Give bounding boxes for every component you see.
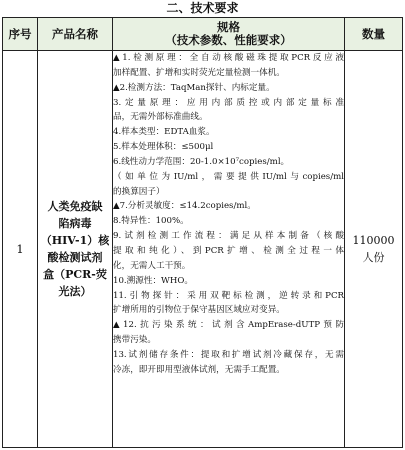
- product-name-line: 盒（PCR-荧: [43, 268, 107, 281]
- spec-line: 化，无需人工干预。: [113, 260, 191, 271]
- header-spec-line1: 规格: [217, 20, 240, 34]
- product-name-line: 光法）: [58, 285, 92, 298]
- spec-line: 的换算因子）: [113, 186, 165, 197]
- spec-line: 8.特异性：100%。: [113, 216, 189, 227]
- spec-line: 5.样本处理体积：≤500μl: [113, 142, 214, 153]
- header-product-name: 产品名称: [38, 18, 113, 51]
- spec-line: 品，无需外部标准曲线。: [113, 112, 208, 123]
- technical-requirements-table: [2, 17, 403, 448]
- section-title: 二、技术要求: [166, 1, 239, 15]
- spec-line: 扩增所用的引物位于保守基因区域应对变异。: [113, 305, 285, 316]
- product-name-line: 人类免疫缺: [47, 200, 103, 213]
- header-specification: [113, 18, 345, 51]
- spec-line: ▲2.检测方法：TaqMan探针、内标定量。: [113, 82, 275, 93]
- spec-line: 10.溯源性：WHO。: [113, 275, 194, 286]
- spec-line: 4.样本类型：EDTA血浆。: [113, 127, 215, 138]
- header-spec-line2: （技术参数、性能要求）: [165, 33, 292, 47]
- table-header-row: [3, 18, 403, 51]
- spec-line: 提取和纯化）、到PCR扩增、检测全过程一体: [113, 245, 344, 256]
- table-row: [3, 51, 403, 448]
- spec-line: 13.试剂储存条件：提取和扩增试剂冷藏保存，无需: [113, 349, 344, 360]
- product-name-line: （HIV-1）核: [40, 234, 110, 247]
- header-quantity: 数量: [345, 18, 403, 51]
- spec-line: 6.线性动力学范围：20-1.0×10⁷copies/ml。: [113, 156, 290, 167]
- spec-line: ▲7.分析灵敏度：≤14.2copies/ml。: [113, 201, 256, 212]
- row-specification: [113, 51, 345, 448]
- product-name-line: 酸检测试剂: [47, 251, 103, 264]
- spec-line: 冷冻，即开即用型液体试剂，无需手工配置。: [113, 364, 285, 375]
- quantity-unit: 人份: [362, 251, 385, 264]
- spec-line: 携带污染。: [113, 335, 156, 346]
- spec-line: ▲12.抗污染系统：试剂含AmpErase-dUTP预防: [113, 320, 344, 331]
- spec-line: 加样配置、扩增和实时荧光定量检测一体机。: [113, 67, 285, 78]
- header-serial-number: 序号: [3, 18, 38, 51]
- row-serial-number: 1: [3, 51, 38, 448]
- product-name-line: 陷病毒: [58, 217, 92, 230]
- row-product-name: [38, 51, 113, 448]
- spec-line: ▲1.检测原理：全自动核酸磁珠提取PCR反应液: [113, 53, 344, 63]
- spec-line: 9.试剂检测工作流程：满足从样本制备（核酸: [113, 231, 344, 242]
- row-quantity: [345, 51, 403, 448]
- spec-line: 3.定量原理：应用内部质控或内部定量标准: [113, 97, 344, 108]
- quantity-value: 110000: [352, 234, 395, 247]
- spec-line: （如单位为IU/ml，需要提供IU/ml与copies/ml: [113, 171, 344, 182]
- spec-line: 11.引物探针：采用双靶标检测，逆转录和PCR: [113, 290, 344, 301]
